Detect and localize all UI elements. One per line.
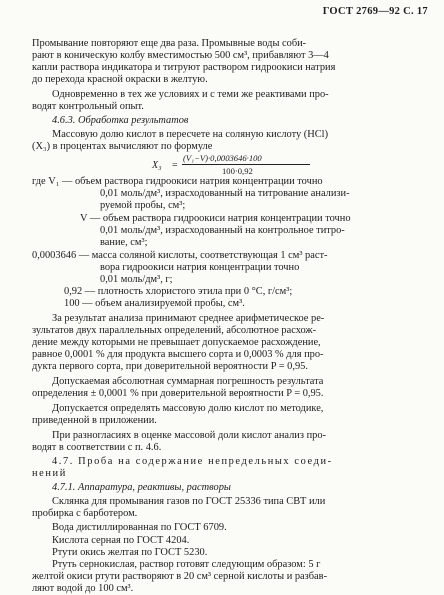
- text-line: вание, см³;: [100, 237, 148, 248]
- text-line: равное 0,0001 % для продукта высшего сорта и 0,0003 % для про-: [32, 349, 324, 360]
- section-heading: 4.7.1. Аппаратура, реактивы, растворы: [52, 482, 231, 493]
- formula-lhs: X₃: [152, 160, 162, 171]
- text-line: 0,01 моль/дм³, г;: [100, 274, 173, 285]
- text-line: Вода дистиллированная по ГОСТ 6709.: [52, 522, 227, 533]
- formula-numerator: (V₁−V)·0,0003646·100: [183, 153, 262, 163]
- text-line: 0,01 моль/дм³, израсходованный на контрольное титро-: [100, 225, 345, 236]
- text-line: Допускается определять массовую долю кислот по методике,: [52, 403, 324, 414]
- formula-equals: =: [172, 160, 178, 171]
- text-line: Ртуть сернокислая, раствор готовят следующим образом: 5 г: [52, 559, 321, 570]
- text-line: дукта первого сорта, при доверительной вероятности P = 0,95.: [32, 361, 308, 372]
- text-line: Одновременно в тех же условиях и с теми же реактивами про-: [52, 89, 329, 100]
- text-line: 100 — объем анализируемой пробы, см³.: [64, 298, 245, 309]
- text-line: Промывание повторяют еще два раза. Промывные воды соби-: [32, 38, 307, 49]
- text-line: ляют водой до 100 см³.: [32, 583, 134, 594]
- text-line: где V₁ — объем раствора гидроокиси натрия концентрации точно: [32, 176, 323, 187]
- text-line: рают в коническую колбу вместимостью 500 см³, прибавляют 3—4: [32, 50, 329, 61]
- text-line: Ртути окись желтая по ГОСТ 5230.: [52, 547, 208, 558]
- text-line: 0,01 моль/дм³, израсходованный на титрование анализи-: [100, 188, 350, 199]
- page-header: ГОСТ 2769—92 С. 17: [322, 6, 428, 17]
- text-line: За результат анализа принимают среднее арифметическое ре-: [52, 313, 325, 324]
- text-line: Допускаемая абсолютная суммарная погрешность результата: [52, 376, 324, 387]
- text-line: капли раствора индикатора и титруют раствором гидроокиси натрия: [32, 62, 336, 73]
- text-line: Массовую долю кислот в пересчете на соляную кислоту (HCl): [52, 129, 329, 140]
- fraction-bar: [182, 164, 310, 165]
- text-line: При разногласиях в оценке массовой доли кислот анализ про-: [52, 430, 326, 441]
- text-line: Склянка для промывания газов по ГОСТ 25336 типа СВТ или: [52, 496, 326, 507]
- text-line: 0,92 — плотность хлористого этила при 0 °С, г/см³;: [64, 286, 293, 297]
- text-line: пробирка с барботером.: [32, 508, 138, 519]
- section-heading: 4.7. Проба на содержание непредельных соеди-: [52, 456, 333, 467]
- text-line: водят в соответствии с п. 4.6.: [32, 442, 162, 453]
- section-heading: нений: [32, 468, 67, 479]
- formula-denominator: 100·0,92: [222, 166, 253, 176]
- text-line: желтой окиси ртути растворяют в 20 см³ серной кислоты и разбав-: [32, 571, 328, 582]
- text-line: руемой пробы, см³;: [100, 200, 186, 211]
- text-line: (X₃) в процентах вычисляют по формуле: [32, 141, 213, 152]
- text-line: определения ± 0,0001 % при доверительной вероятности P = 0,95.: [32, 388, 324, 399]
- text-line: V — объем раствора гидроокиси натрия концентрации точно: [80, 213, 351, 224]
- text-line: зультатов двух параллельных определений, абсолютное расхож-: [32, 325, 317, 336]
- text-line: до перехода красной окраски в желтую.: [32, 74, 208, 85]
- section-heading: 4.6.3. Обработка результатов: [52, 115, 189, 126]
- text-line: вора гидроокиси натрия концентрации точно: [100, 262, 300, 273]
- text-line: Кислота серная по ГОСТ 4204.: [52, 535, 190, 546]
- text-line: приведенной в приложении.: [32, 415, 157, 426]
- text-line: дение между которыми не превышает допускаемое расхождение,: [32, 337, 321, 348]
- text-line: 0,0003646 — масса соляной кислоты, соответствующая 1 см³ раст-: [32, 250, 328, 261]
- text-line: водят контрольный опыт.: [32, 101, 144, 112]
